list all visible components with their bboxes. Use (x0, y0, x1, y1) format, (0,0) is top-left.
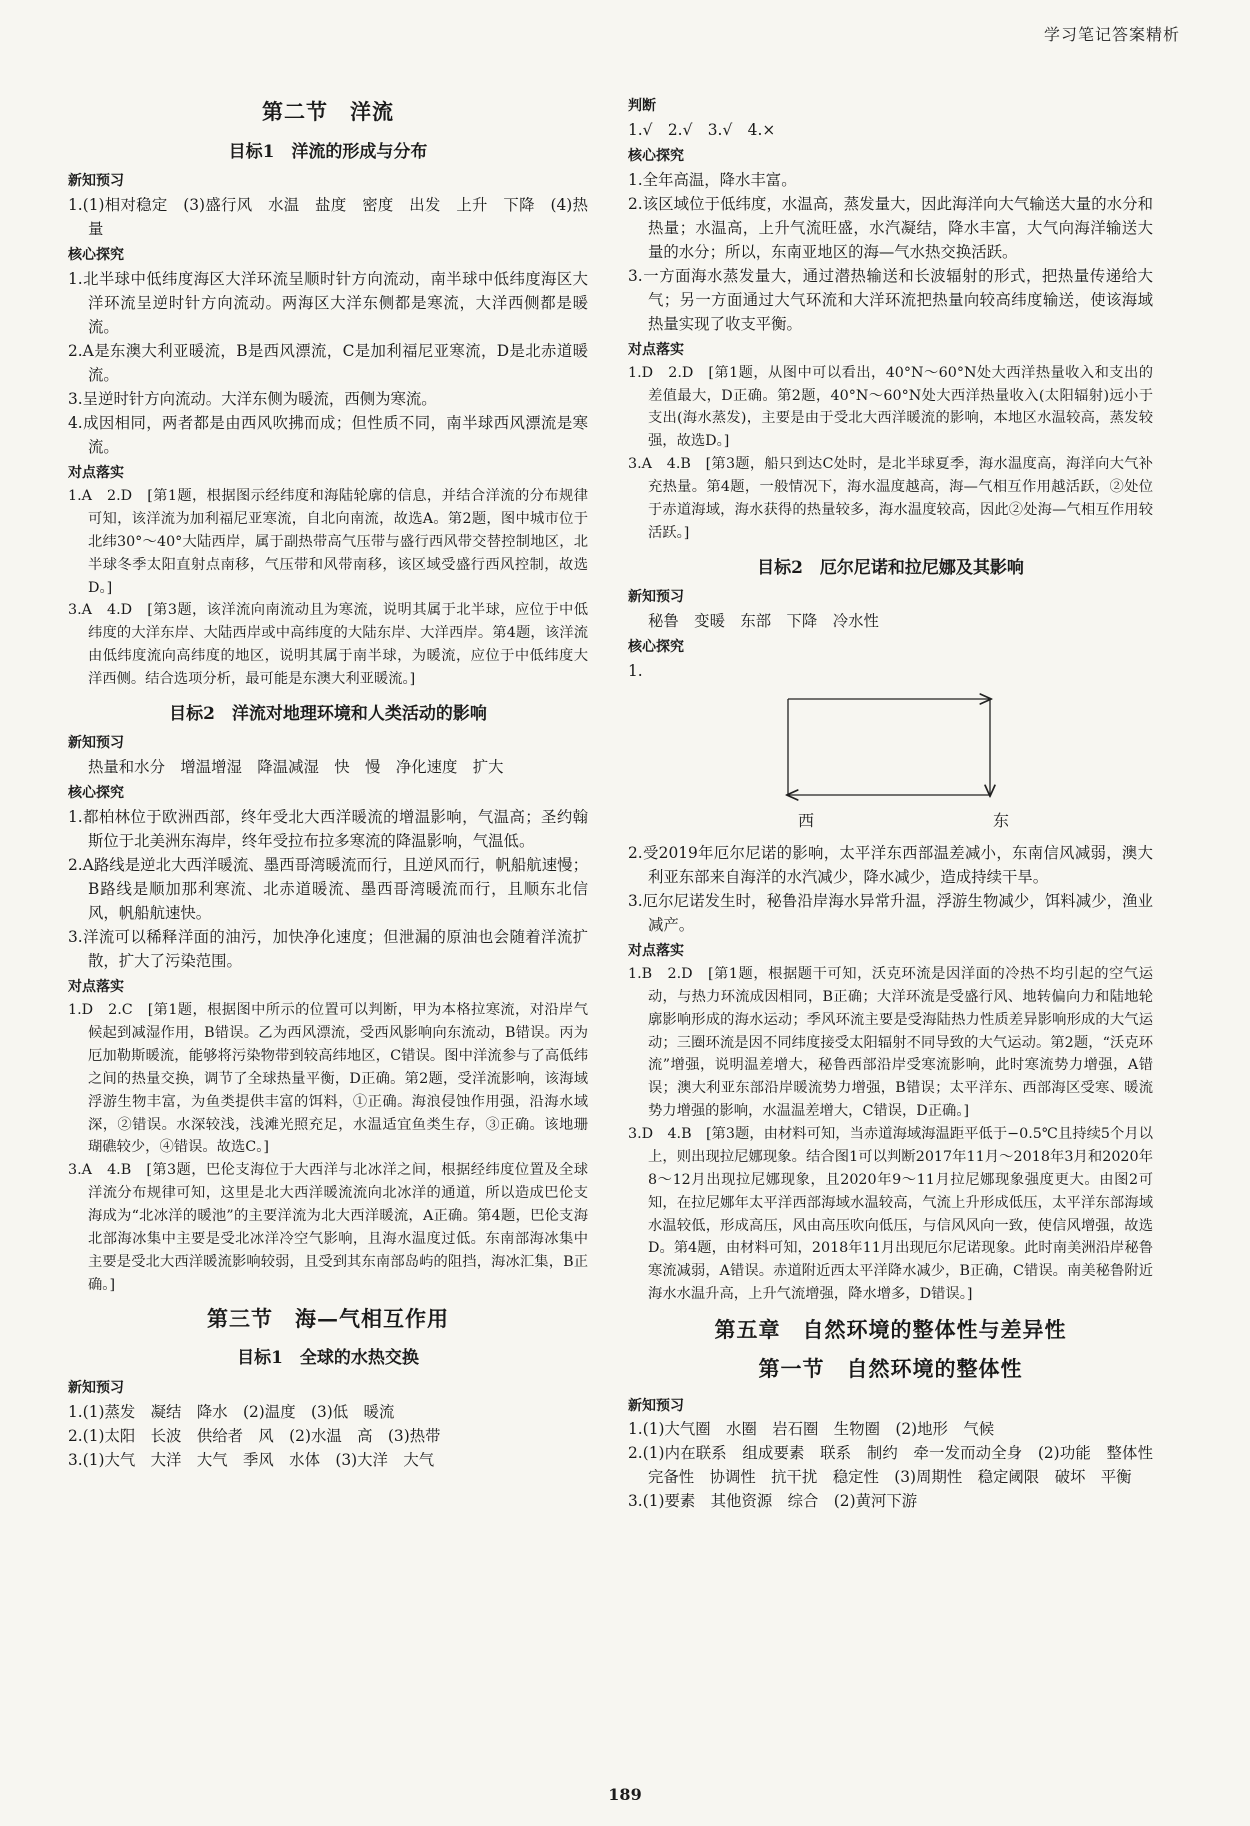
answer-item: 3.厄尔尼诺发生时，秘鲁沿岸海水异常升温，浮游生物减少，饵料减少，渔业减产。 (628, 892, 1153, 935)
answer-item: 1.D 2.D [第1题，从图中可以看出，40°N～60°N处大西洋热量收入和支出的差值最大，D正确。第2题，40°N～60°N处大西洋热量收入(太阳辐射)远小于支出(海水蒸发)，主要是由于受北大西洋暖流的影响，本地区水温较高，蒸发较强，故选D。] (628, 364, 1153, 450)
answer-item: 2.(1)内在联系 组成要素 联系 制约 牵一发而动全身 (2)功能 整体性 完备性 协调性 抗干扰 稳定性 (3)周期性 稳定阈限 破坏 平衡 (628, 1444, 1169, 1487)
section-label: 新知预习 (628, 1397, 684, 1414)
answer-item: 3.A 4.D [第3题，该洋流向南流动且为寒流，说明其属于北半球，应位于中低纬度的大洋东岸、大陆西岸或中高纬度的大陆东岸、大洋西岸。第4题，该洋流由低纬度流向高纬度的地区，说明其属于南半球，为暖流，应位于中低纬度大洋西侧。结合选项分析，最可能是东澳大利亚暖流。] (68, 602, 588, 688)
answer-item: 1.(1)蒸发 凝结 降水 (2)温度 (3)低 暖流 (68, 1402, 395, 1421)
right-column (628, 92, 1169, 1514)
answer-item: 2.A是东澳大利亚暖流，B是西风漂流，C是加利福尼亚寒流，D是北赤道暖流。 (68, 342, 588, 385)
answer-item: 1. (628, 661, 643, 680)
answer-item: 2.(1)太阳 长波 供给者 风 (2)水温 高 (3)热带 (68, 1426, 441, 1445)
section-label: 新知预习 (68, 1379, 124, 1396)
answer-item: 1.(1)大气圈 水圈 岩石圈 生物圈 (2)地形 气候 (628, 1420, 995, 1439)
section-label: 新知预习 (68, 173, 124, 190)
section-label: 核心探究 (68, 247, 124, 264)
answer-item: 热量和水分 增温增湿 降温减湿 快 慢 净化速度 扩大 (88, 758, 504, 777)
west-label: 西 (798, 810, 815, 830)
section-label: 对点落实 (68, 979, 124, 996)
answer-item: 3.(1)大气 大洋 大气 季风 水体 (3)大洋 大气 (68, 1450, 435, 1469)
answer-item: 3.呈逆时针方向流动。大洋东侧为暖流，西侧为寒流。 (68, 390, 437, 409)
answer-item: 2.受2019年厄尔尼诺的影响，太平洋东西部温差减小，东南信风减弱，澳大利亚东部来自海洋的水汽减少，降水减少，造成持续干旱。 (628, 843, 1153, 886)
answer-item: 3.A 4.B [第3题，巴伦支海位于大西洋与北冰洋之间，根据经纬度位置及全球洋流分布规律可知，这里是北大西洋暖流流向北冰洋的通道，所以造成巴伦支海成为“北冰洋的暖池”的主要洋流为北大西洋暖流，A正确。第4题，巴伦支海北部海冰集中主要是受北冰洋冷空气影响，且海水温度过低。东南部海冰集中主要是受北大西洋暖流影响较弱，且受到其东南部岛屿的阻挡，海冰汇集，B正确。] (68, 1162, 588, 1293)
answer-item: 1.(1)相对稳定 (3)盛行风 水温 盐度 密度 出发 上升 下降 (4)热量 (68, 196, 588, 239)
answer-item: 3.洋流可以稀释洋面的油污，加快净化速度；但泄漏的原油也会随着洋流扩散，扩大了污染范围。 (68, 928, 588, 971)
target-title: 目标1 全球的水热交换 (237, 1348, 419, 1369)
east-label: 东 (993, 810, 1010, 830)
target-title: 目标2 洋流对地理环境和人类活动的影响 (169, 703, 487, 724)
answer-item: 3.D 4.B [第3题，由材料可知，当赤道海域海温距平低于−0.5℃且持续5个月以上，则出现拉尼娜现象。结合图1可以判断2017年11月～2018年3月和2020年8～12月出现拉尼娜现象，且2020年9～11月拉尼娜现象强度更大。由图2可知，在拉尼娜年太平洋西部海域水温较高，气流上升形成低压，太平洋东部海域水温较低，形成高压，风由高压吹向低压，与信风风向一致，使信风增强，故选D。第4题，由材料可知，2018年11月出现厄尔尼诺现象。此时南美洲沿岸秘鲁寒流减弱，A错误。赤道附近西太平洋降水减少，B正确，C错误。南美秘鲁附近海水水温升高，上升气流增强，降水增多，D错误。] (628, 1126, 1153, 1303)
answer-item: 2.A路线是逆北大西洋暖流、墨西哥湾暖流而行，且逆风而行，帆船航速慢；B路线是顺加那利寒流、北赤道暖流、墨西哥湾暖流而行，且顺东北信风，帆船航速快。 (68, 856, 588, 923)
left-column (68, 90, 588, 1472)
section-label: 新知预习 (68, 735, 124, 752)
section-title-integrity: 第一节 自然环境的整体性 (758, 1355, 1023, 1381)
section-label: 判断 (628, 98, 656, 114)
answer-item: 4.成因相同，两者都是由西风吹拂而成；但性质不同，南半球西风漂流是寒流。 (68, 414, 588, 457)
circulation-arrows-svg (628, 689, 1153, 839)
chapter-title: 第五章 自然环境的整体性与差异性 (714, 1317, 1067, 1343)
running-head: 学习笔记答案精析 (1043, 25, 1180, 44)
answer-item: 秘鲁 变暖 东部 下降 冷水性 (648, 612, 879, 631)
section-label: 核心探究 (68, 785, 124, 802)
page-number: 189 (608, 1785, 642, 1804)
answer-item: 2.该区域位于低纬度，水温高，蒸发量大，因此海洋向大气输送大量的水分和热量；水温高，上升气流旺盛，水汽凝结，降水丰富，大气向海洋输送大量的水分；所以，东南亚地区的海—气水热交换活跃。 (628, 194, 1153, 261)
section-label: 对点落实 (628, 341, 684, 358)
answer-item: 3.一方面海水蒸发量大，通过潜热输送和长波辐射的形式，把热量传递给大气；另一方面通过大气环流和大洋环流把热量向较高纬度输送，使该海域热量实现了收支平衡。 (628, 266, 1153, 333)
answer-item: 1.全年高温，降水丰富。 (628, 170, 797, 189)
section-label: 新知预习 (628, 589, 684, 606)
answer-item: 3.A 4.B [第3题，船只到达C处时，是北半球夏季，海水温度高，海洋向大气补充热量。第4题，一般情况下，海水温度越高，海—气相互作用越活跃，②处位于赤道海域，海水获得的热量较多，海水温度较高，因此②处海—气相互作用较活跃。] (628, 456, 1153, 541)
walker-circulation-diagram (628, 689, 1153, 839)
answer-item: 1.北半球中低纬度海区大洋环流呈顺时针方向流动，南半球中低纬度海区大洋环流呈逆时针方向流动。两海区大洋东侧都是寒流，大洋西侧都是暖流。 (68, 269, 588, 337)
answer-item: 1.都柏林位于欧洲西部，终年受北大西洋暖流的增温影响，气温高；圣约翰斯位于北美洲东海岸，终年受拉布拉多寒流的降温影响，气温低。 (68, 808, 588, 851)
section-title-sea-air: 第三节 海—气相互作用 (207, 1305, 449, 1331)
section-title-ocean-currents: 第二节 洋流 (262, 99, 394, 124)
answer-item: 1.√ 2.√ 3.√ 4.× (628, 120, 776, 139)
section-label: 对点落实 (628, 943, 684, 960)
target-title: 目标2 厄尔尼诺和拉尼娜及其影响 (757, 557, 1024, 578)
section-label: 核心探究 (628, 639, 684, 656)
answer-item: 3.(1)要素 其他资源 综合 (2)黄河下游 (628, 1492, 918, 1511)
answer-item: 1.B 2.D [第1题，根据题干可知，沃克环流是因洋面的冷热不均引起的空气运动，与热力环流成因相同，B正确；大洋环流是受盛行风、地转偏向力和陆地轮廓影响形成的海水运动；季风环流主要是受海陆热力性质差异影响形成的大气运动；三圈环流是因不同纬度接受太阳辐射不同导致的大气运动。第2题，“沃克环流”增强，说明温差增大，秘鲁西部沿岸受寒流影响，此时寒流势力增强，A错误；澳大利亚东部沿岸暖流势力增强，B错误；太平洋东、西部海区受寒、暖流势力增强的影响，水温温差增大，C错误，D正确。] (628, 965, 1153, 1120)
section-label: 对点落实 (68, 465, 124, 482)
target-title: 目标1 洋流的形成与分布 (228, 141, 428, 162)
section-label: 核心探究 (628, 147, 684, 164)
answer-item: 1.A 2.D [第1题，根据图示经纬度和海陆轮廓的信息，并结合洋流的分布规律可知，该洋流为加利福尼亚寒流，自北向南流，故选A。第2题，图中城市位于北纬30°～40°大陆西岸，属于副热带高气压带与盛行西风带交替控制地区，北半球冬季太阳直射点南移，气压带和风带南移，该区域受盛行西风控制，故选D。] (68, 488, 588, 596)
answer-item: 1.D 2.C [第1题，根据图中所示的位置可以判断，甲为本格拉寒流，对沿岸气候起到减湿作用，B错误。乙为西风漂流，受西风影响向东流动，B错误。丙为厄加勒斯暖流，能够将污染物带到较高纬地区，C错误。图中洋流参与了高低纬之间的热量交换，调节了全球热量平衡，D正确。第2题，受洋流影响，该海域浮游生物丰富，为鱼类提供丰富的饵料，①正确。海浪侵蚀作用强，沿海水域深，②错误。水深较浅，浅滩光照充足，水温适宜鱼类生存，③正确。该地珊瑚礁较少，④错误。故选C。] (68, 1002, 588, 1156)
